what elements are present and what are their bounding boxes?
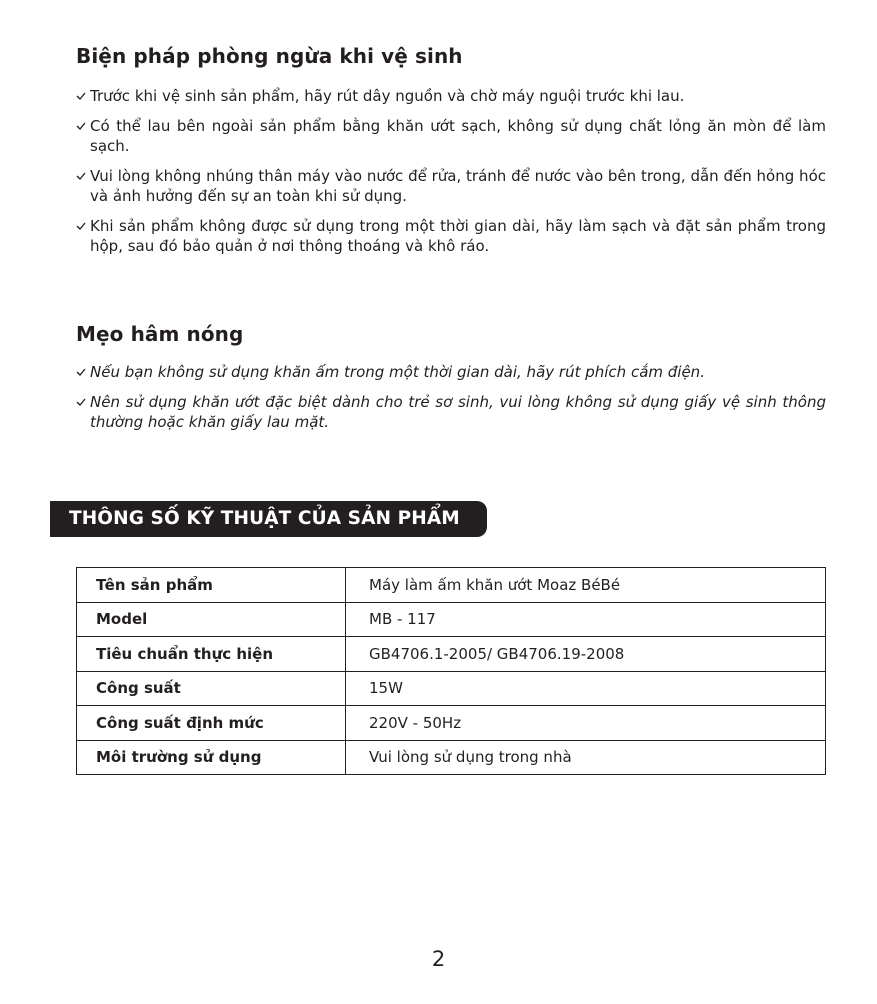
spec-value: MB - 117	[346, 602, 826, 637]
spec-key: Công suất	[77, 671, 346, 706]
spec-value: Máy làm ấm khăn ướt Moaz BéBé	[346, 568, 826, 603]
spec-value: 15W	[346, 671, 826, 706]
checkmark-icon	[76, 171, 86, 181]
spec-key: Tên sản phẩm	[77, 568, 346, 603]
checkmark-icon	[76, 91, 86, 101]
list-item	[76, 166, 826, 206]
checkmark-icon	[76, 397, 86, 407]
list-item	[76, 86, 826, 106]
list-item	[76, 362, 826, 382]
spec-value: GB4706.1-2005/ GB4706.19-2008	[346, 637, 826, 672]
spec-key: Môi trường sử dụng	[77, 740, 346, 775]
spec-value: 220V - 50Hz	[346, 706, 826, 741]
spec-key: Công suất định mức	[77, 706, 346, 741]
list-item	[76, 116, 826, 156]
specs-banner	[50, 501, 487, 537]
checkmark-icon	[76, 367, 86, 377]
warming-tips-list	[76, 362, 826, 442]
list-item-text: Trước khi vệ sinh sản phẩm, hãy rút dây nguồn và chờ máy nguội trước khi lau.	[90, 87, 685, 105]
table-row	[77, 602, 826, 637]
checkmark-icon	[76, 221, 86, 231]
table-row	[77, 671, 826, 706]
list-item-text: Vui lòng không nhúng thân máy vào nước để rửa, tránh để nước vào bên trong, dẫn đến hỏng hóc và ảnh hưởng đến sự an toàn khi sử dụng.	[90, 167, 826, 205]
spec-key: Tiêu chuẩn thực hiện	[77, 637, 346, 672]
page-number: 2	[431, 947, 446, 971]
spec-key: Model	[77, 602, 346, 637]
cleaning-section-title: Biện pháp phòng ngừa khi vệ sinh	[76, 44, 463, 68]
table-row	[77, 568, 826, 603]
list-item-text: Khi sản phẩm không được sử dụng trong một thời gian dài, hãy làm sạch và đặt sản phẩm trong hộp, sau đó bảo quản ở nơi thông thoáng và khô ráo.	[90, 217, 826, 255]
cleaning-list	[76, 86, 826, 266]
list-item-text: Có thể lau bên ngoài sản phẩm bằng khăn ướt sạch, không sử dụng chất lỏng ăn mòn để làm sạch.	[90, 117, 826, 155]
spec-value: Vui lòng sử dụng trong nhà	[346, 740, 826, 775]
list-item-text: Nếu bạn không sử dụng khăn ấm trong một thời gian dài, hãy rút phích cắm điện.	[90, 363, 705, 381]
checkmark-icon	[76, 121, 86, 131]
list-item	[76, 216, 826, 256]
list-item	[76, 392, 826, 432]
specs-table	[76, 567, 826, 775]
specs-banner-title: THÔNG SỐ KỸ THUẬT CỦA SẢN PHẨM	[69, 508, 460, 529]
table-row	[77, 740, 826, 775]
warming-tips-title: Mẹo hâm nóng	[76, 322, 244, 346]
table-row	[77, 706, 826, 741]
list-item-text: Nên sử dụng khăn ướt đặc biệt dành cho trẻ sơ sinh, vui lòng không sử dụng giấy vệ sinh thông thường hoặc khăn giấy lau mặt.	[90, 393, 826, 431]
table-row	[77, 637, 826, 672]
